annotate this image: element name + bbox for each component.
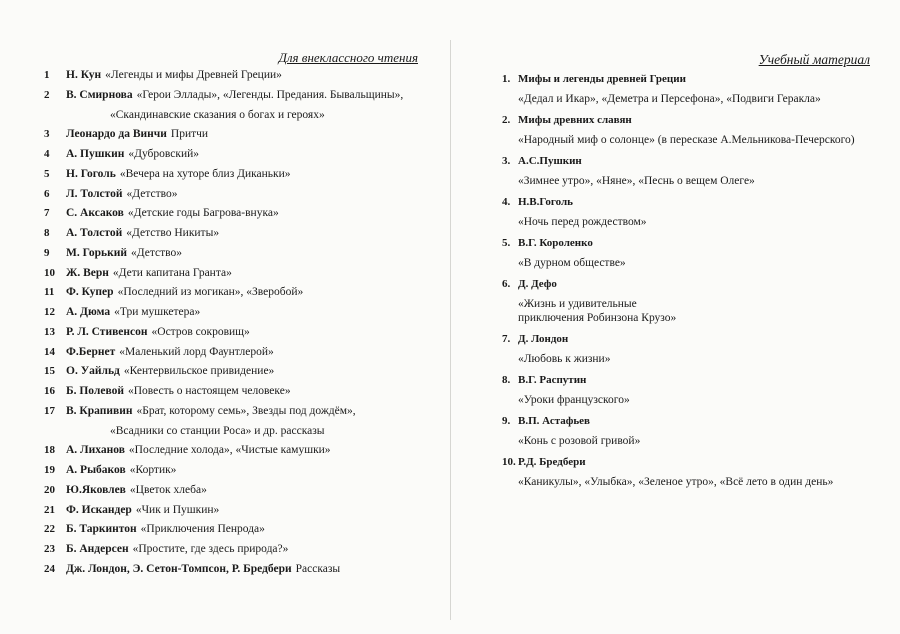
- item-number: 8.: [502, 374, 511, 386]
- item-number: 6.: [502, 278, 511, 290]
- item-works: «Жизнь и удивительные приключения Робинзона Крузо»: [518, 298, 677, 324]
- list-item: [44, 522, 444, 537]
- item-title: «Детство»: [126, 187, 178, 200]
- list-item: [44, 147, 444, 162]
- item-title: «Брат, которому семь», Звезды под дождём»,: [136, 404, 356, 417]
- list-item: [44, 384, 444, 399]
- item-number: 3: [44, 128, 50, 141]
- item-number: 22: [44, 523, 55, 536]
- item-number: 10: [44, 266, 55, 279]
- item-heading: [502, 414, 892, 428]
- list-item: [502, 277, 892, 325]
- item-title: Притчи: [170, 128, 209, 141]
- item-title: «Простите, где здесь природа?»: [132, 543, 289, 555]
- item-number: 10.: [502, 456, 516, 468]
- item-author: Дж. Лондон, Э. Сетон-Томпсон, Р. Бредбери: [66, 562, 292, 575]
- list-item: [44, 542, 444, 557]
- list-item: [502, 195, 892, 229]
- item-author: В. Смирнова: [66, 88, 133, 101]
- item-title-continuation: «Всадники со станции Роса» и др. рассказы: [110, 424, 325, 437]
- study-material-list: [502, 72, 892, 496]
- item-title: Рассказы: [295, 562, 341, 575]
- item-number: 7.: [502, 333, 511, 345]
- item-author: Н. Кун: [66, 69, 102, 81]
- item-number: 1.: [502, 73, 511, 85]
- item-author: Д. Дефо: [518, 278, 557, 290]
- item-title: «Детство»: [131, 246, 183, 259]
- item-number: 2.: [502, 114, 511, 126]
- list-item: [44, 503, 444, 518]
- item-author: В.Г. Короленко: [518, 237, 593, 249]
- item-author: О. Уайльд: [66, 365, 120, 378]
- item-number: 5.: [502, 237, 511, 249]
- item-author: А. Пушкин: [66, 148, 125, 160]
- item-author: Ф.Бернет: [66, 345, 116, 358]
- item-title: «Дети капитана Гранта»: [112, 266, 232, 279]
- list-item: [502, 72, 892, 106]
- item-author: Р.Д. Бредбери: [518, 456, 586, 468]
- item-title: «Повесть о настоящем человеке»: [127, 385, 291, 397]
- list-item: [502, 455, 892, 489]
- item-title: «Герои Эллады», «Легенды. Предания. Бывальщины»,: [136, 88, 404, 101]
- item-number: 24: [44, 562, 55, 575]
- list-item: [502, 414, 892, 448]
- item-author: Ф. Купер: [66, 286, 114, 299]
- list-item: [44, 266, 444, 281]
- item-title: «Приключения Пенрода»: [140, 523, 265, 536]
- list-item: [44, 246, 444, 261]
- item-number: 12: [44, 306, 55, 318]
- item-works: «Уроки французского»: [518, 394, 630, 406]
- item-author: А.С.Пушкин: [518, 155, 582, 167]
- item-number: 8: [44, 227, 50, 239]
- item-heading: [502, 195, 892, 209]
- item-title: «Чик и Пушкин»: [135, 503, 220, 516]
- list-item: [502, 154, 892, 188]
- list-item: [44, 305, 444, 320]
- item-author: Р. Л. Стивенсон: [66, 325, 148, 338]
- page-fold-divider: [450, 40, 451, 620]
- list-item: [44, 345, 444, 360]
- left-heading: Для внеклассного чтения: [278, 50, 418, 65]
- item-author: В. Крапивин: [66, 404, 133, 417]
- list-item: [44, 68, 444, 83]
- list-item: [44, 562, 444, 577]
- item-works: «Ночь перед рождеством»: [518, 216, 647, 228]
- item-author: А. Толстой: [66, 227, 123, 239]
- item-author: Д. Лондон: [518, 333, 569, 345]
- item-heading: [502, 332, 892, 346]
- list-item: [502, 373, 892, 407]
- list-item: [502, 332, 892, 366]
- list-item: [44, 167, 444, 182]
- list-item: [44, 443, 444, 458]
- item-works: «Любовь к жизни»: [518, 353, 611, 365]
- item-heading: [502, 154, 892, 168]
- item-title: «Три мушкетера»: [114, 306, 201, 318]
- item-heading: [502, 277, 892, 291]
- item-works: «Народный миф о солонце» (в пересказе А.Мельникова-Печерского): [518, 134, 855, 146]
- list-item: [44, 187, 444, 202]
- item-author: Л. Толстой: [66, 187, 123, 200]
- item-number: 17: [44, 404, 55, 417]
- item-works: «Зимнее утро», «Няне», «Песнь о вещем Олеге»: [518, 175, 755, 187]
- item-number: 19: [44, 464, 55, 476]
- item-author: Ф. Искандер: [66, 503, 132, 516]
- item-number: 16: [44, 385, 55, 397]
- item-title: «Последний из могикан», «Зверобой»: [117, 286, 304, 299]
- right-page: [452, 0, 900, 634]
- item-author: А. Дюма: [66, 306, 111, 318]
- item-heading: [502, 72, 892, 86]
- right-heading: Учебный материал: [758, 52, 870, 67]
- item-works: «В дурном обществе»: [518, 257, 626, 269]
- extracurricular-reading-list: [44, 68, 444, 582]
- list-item: [44, 463, 444, 478]
- item-author: Ю.Яковлев: [66, 483, 126, 496]
- list-item: [44, 325, 444, 340]
- item-author: Б. Полевой: [66, 385, 124, 397]
- item-number: 4: [44, 148, 50, 160]
- item-title: «Легенды и мифы Древней Греции»: [105, 69, 282, 81]
- item-title: «Остров сокровищ»: [151, 325, 250, 338]
- item-author: Б. Таркинтон: [66, 523, 137, 536]
- item-author: Леонардо да Винчи: [66, 128, 167, 141]
- item-works: «Каникулы», «Улыбка», «Зеленое утро», «Всё лето в один день»: [518, 476, 834, 488]
- item-author: В.П. Астафьев: [518, 415, 590, 427]
- item-number: 13: [44, 325, 55, 338]
- item-number: 20: [44, 483, 55, 496]
- item-title: «Кортик»: [129, 464, 177, 476]
- item-number: 9.: [502, 415, 511, 427]
- item-title: «Дубровский»: [128, 148, 200, 160]
- list-item: [44, 483, 444, 498]
- item-number: 23: [44, 543, 55, 555]
- list-item: [44, 226, 444, 241]
- item-author: А. Лиханов: [66, 444, 125, 457]
- item-title: «Маленький лорд Фаунтлерой»: [119, 345, 274, 358]
- list-item: [44, 285, 444, 300]
- item-author: В.Г. Распутин: [518, 374, 587, 386]
- item-title: «Детство Никиты»: [126, 227, 220, 239]
- item-heading: [502, 236, 892, 250]
- list-item: [44, 88, 444, 123]
- item-author: Ж. Верн: [66, 266, 109, 279]
- item-title-continuation: «Скандинавские сказания о богах и героях»: [110, 108, 325, 121]
- item-author: Н.В.Гоголь: [518, 196, 573, 208]
- item-number: 14: [44, 345, 55, 358]
- item-author: С. Аксаков: [66, 207, 124, 220]
- list-item: [44, 364, 444, 379]
- item-works: «Дедал и Икар», «Деметра и Персефона», «Подвиги Геракла»: [518, 93, 821, 105]
- item-number: 1: [44, 69, 50, 81]
- item-author: Б. Андерсен: [66, 543, 129, 555]
- item-heading: [502, 455, 892, 469]
- item-title: «Кентервильское привидение»: [123, 365, 275, 378]
- item-author: Мифы древних славян: [518, 114, 632, 126]
- list-item: [502, 236, 892, 270]
- item-number: 4.: [502, 196, 511, 208]
- item-title: «Вечера на хуторе близ Диканьки»: [119, 167, 291, 180]
- item-number: 5: [44, 167, 50, 180]
- item-number: 9: [44, 246, 50, 259]
- item-number: 3.: [502, 155, 511, 167]
- item-works: «Конь с розовой гривой»: [518, 435, 641, 447]
- item-number: 7: [44, 207, 50, 220]
- item-author: М. Горький: [66, 246, 128, 259]
- item-title: «Последние холода», «Чистые камушки»: [128, 444, 331, 457]
- item-number: 18: [44, 444, 55, 457]
- list-item: [44, 127, 444, 142]
- item-number: 15: [44, 365, 55, 378]
- item-author: Н. Гоголь: [66, 167, 116, 180]
- list-item: [44, 404, 444, 439]
- item-heading: [502, 373, 892, 387]
- list-item: [502, 113, 892, 147]
- item-number: 6: [44, 187, 50, 200]
- list-item: [44, 206, 444, 221]
- item-title: «Цветок хлеба»: [129, 483, 207, 496]
- item-number: 2: [44, 88, 50, 101]
- item-number: 21: [44, 503, 55, 516]
- item-heading: [502, 113, 892, 127]
- item-number: 11: [44, 286, 55, 299]
- item-author: А. Рыбаков: [66, 464, 126, 476]
- item-author: Мифы и легенды древней Греции: [518, 73, 686, 85]
- item-title: «Детские годы Багрова-внука»: [127, 207, 279, 220]
